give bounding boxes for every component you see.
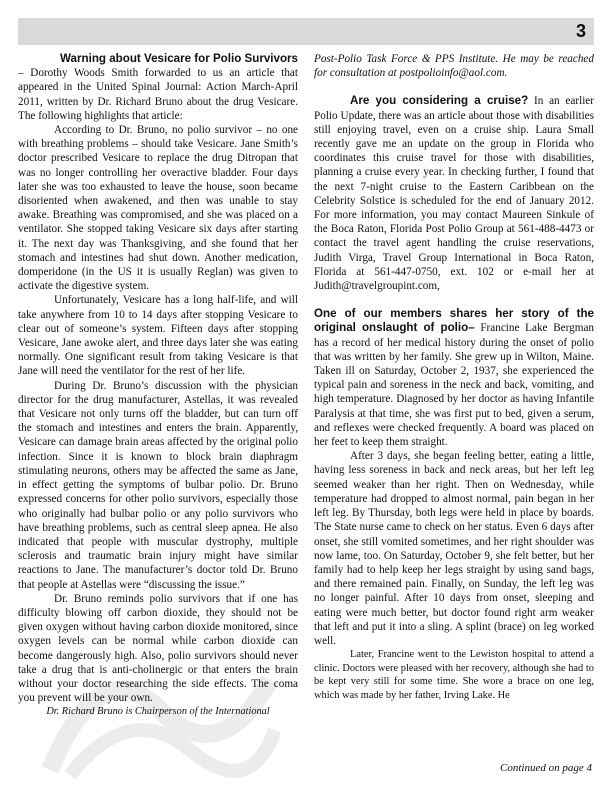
vesicare-article-intro (18, 52, 298, 123)
left-column (18, 52, 298, 720)
right-column (314, 52, 594, 703)
page-number: 3 (575, 21, 586, 41)
vesicare-paragraph-1: – Dorothy Woods Smith forwarded to us an article that appeared in the United Spinal Journal: Action March-April 2011, written by Dr. Richard Bruno about the drug Vesicare. The following highlights that article: (18, 67, 298, 122)
author-credit: Dr. Richard Bruno is Chairperson of the International (46, 706, 270, 718)
vesicare-paragraph-2: According to Dr. Bruno, no polio survivor – no one with breathing problems – should take Vesicare. Jane Smith’s doctor prescribed Vesicare to replace the drug Ditropan that was no longer controlling her overactive bladder. Four days later she was too exhausted to leave the house, soon became disoriented when awakened, and then was unable to stay awake. Breathing was compromised, and she was placed on a ventilator. She stopped taking Vesicare six days after starting it. The next day was Thanksgiving, and she found that her stomach and intestines had shut down. Another medication, domperidone (in the US it is usually Reglan) was given to activate the digestive system. (18, 124, 298, 293)
cruise-article (314, 94, 594, 293)
story-paragraph-1: Francine Lake Bergman has a record of her medical history during the onset of polio that was written by her family. She grew up in Wilton, Maine. Taken ill on Saturday, October 2, 1937, she experienced the typical pain and soreness in the neck and back, vomiting, and high temperature. Diagnosed by her doctor as having Infantile Paralysis at that time, she was first put to bed, given a serum, and reflexes were checked frequently. A board was placed on her feet to keep them straight. (314, 322, 594, 449)
story-headline: One of our members shares her story of the original onslaught of polio– (314, 307, 594, 335)
story-paragraph-2: After 3 days, she began feeling better, eating a little, having less soreness in back and neck areas, but her left leg seemed weaker than her right. Then on Wednesday, while temperature had dropped to almost normal, pain began in her left leg. By Thursday, both legs were held in place by boards. The State nurse came to check on her status. Even 6 days after onset, she still vomited sometimes, and her right shoulder was now lame, too. On Saturday, October 9, she felt better, but her family had to help keep her legs straight by using sand bags, and there remained pain. Finally, on Sunday, the left leg was no longer painful. After 10 days from onset, sleeping and eating were much better, but doctor found right arm weaker that left and put it into a sling. A splint (brace) on leg worked well. (314, 450, 594, 647)
vesicare-paragraph-3: Unfortunately, Vesicare has a long half-life, and will take anywhere from 10 to 14 days after stopping Vesicare to clear out of someone’s system. Fifteen days after stopping Vesicare, Jane awoke alert, and three days later she was eating normally. One significant result from taking Vesicare is that Jane will need the ventilator for the rest of her life. (18, 294, 298, 378)
author-credit-continued: Post-Polio Task Force & PPS Institute. He may be reached for consultation at postpolioinfo@aol.com. (314, 53, 594, 80)
cruise-headline: Are you considering a cruise? (350, 94, 529, 108)
vesicare-paragraph-4: During Dr. Bruno’s discussion with the physician director for the drug manufacturer, Astellas, it was revealed that Vesicare not only turns off the bladder, but can turn off the stomach and intestines and enters the brain. Apparently, Vesicare can damage brain areas affected by the original polio infection. Since it is known to block brain diaphragm stimulating neurons, others may be affected the same as Jane, in effect getting the symptoms of bulbar polio. Dr. Bruno expressed concerns for other polio survivors, especially those who originally had bulbar polio or any polio survivors who have breathing problems, such as central sleep apnea. He also indicated that people with muscular dystrophy, multiple sclerosis and traumatic brain injury might have similar reactions to Jane. The manufacturer’s doctor told Dr. Bruno that people at Astellas were “discussing the issue.” (18, 379, 298, 591)
vesicare-paragraph-5: Dr. Bruno reminds polio survivors that if one has difficulty blowing off carbon dioxide, they should not be given oxygen without having carbon dioxide monitored, since oxygen levels can be normal while carbon dioxide can become dangerously high. Also, polio survivors should never take a drug that is anti-cholinergic or that enters the brain without your doctor researching the side effects. The coma you prevent will be your own. (18, 592, 298, 705)
story-article-intro (314, 307, 594, 449)
cruise-body: In an earlier Polio Update, there was an article about those with disabilities still enjoying travel, even on a cruise ship. Laura Small recently gave me an update on the group in Florida who coordinates this cruise travel for those with disabilities, planning a cruise every year. In checking further, I found that the next 7-night cruise to the Eastern Caribbean on the Celebrity Solstice is scheduled for the end of January 2012. For more information, you may contact Maureen Sinkule of the Boca Raton, Florida Post Polio Group at 561-488-4473 or contact the travel agent handling the cruise reservations, Judith Virga, Travel Group International in Boca Raton, Florida at 561-447-0750, ext. 102 or e-mail her at Judith@travelgroupint.com, (314, 95, 594, 293)
page-header-bar (18, 18, 594, 45)
vesicare-headline: Warning about Vesicare for Polio Survivors (60, 52, 298, 65)
story-paragraph-3: Later, Francine went to the Lewiston hospital to attend a clinic. Doctors were pleased with her recovery, although she had to be kept very still for some time. She wore a brace on one leg, which was made by her father, Irving Lake. He (314, 649, 594, 701)
continued-note: Continued on page 4 (500, 762, 592, 774)
